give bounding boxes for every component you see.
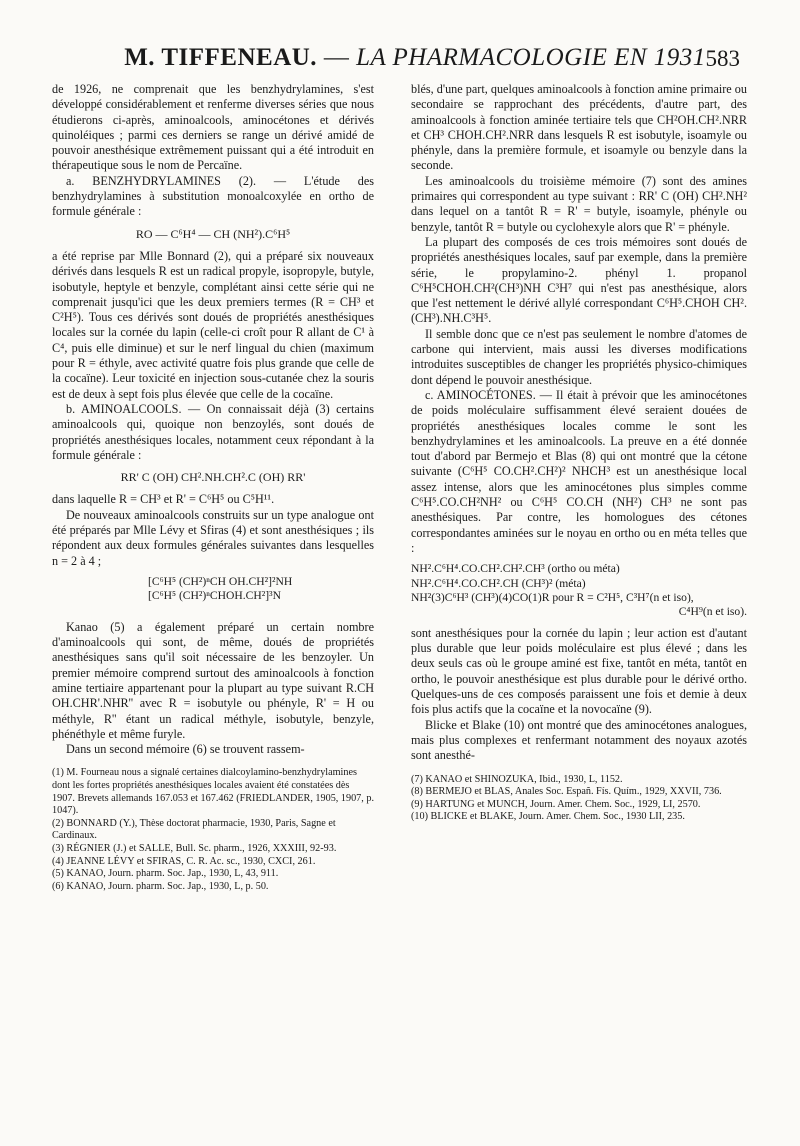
formula-block [52,575,374,604]
header-author: M. TIFFENEAU. [124,44,318,71]
header-dash: — [323,44,350,71]
formula: RR' C (OH) CH².NH.CH².C (OH) RR' [120,470,306,485]
formula-line: NH²(3)C⁶H³ (CH³)(4)CO(1)R pour R = C²H⁵, C³H⁷(n et iso), [411,591,694,605]
formula-line: NH².C⁶H⁴.CO.CH².CH (CH³)² (méta) [411,576,586,590]
footnote: (5) KANAO, Journ. pharm. Soc. Jap., 1930, L, 43, 911. [52,868,279,880]
running-head [90,44,740,72]
footnote: (6) KANAO, Journ. pharm. Soc. Jap., 1930, L, p. 50. [52,880,269,892]
formula-line: [C⁶H⁵ (CH²)ⁿCHOH.CH²]³N [148,589,281,603]
left-column [52,82,374,893]
right-column [411,82,747,824]
footnote: (10) BLICKE et BLAKE, Journ. Amer. Chem. Soc., 1930 LII, 235. [411,811,685,823]
formula-block [411,562,747,620]
footnote: (2) BONNARD (Y.), Thèse doctorat pharmacie, 1930, Paris, Sagne et Cardinaux. [52,817,336,842]
paragraph: Blicke et Blake (10) ont montré que des aminocétones analogues, mais plus complexes et renfermant notamment des noyaux azotés sont anesthé- [411,717,747,763]
footnotes [411,774,747,824]
paragraph: La plupart des composés de ces trois mémoires sont doués de propriétés anesthésiques locales, sauf par exemple, dans la première série, le propylamino-2. phényl 1. propanol C⁶H⁵CHOH.CH²(CH³)NH C³H⁷ qui n'est pas anesthésique, alors que l'est nettement le dérivé allylé correspondant C⁶H⁵.CHOH CH².(CH³).NH.C³H⁵. [411,234,747,326]
paragraph: Kanao (5) a également préparé un certain nombre d'aminoalcools qui sont, de même, doués de propriétés anesthésiques sans qu'il soit nécessaire de les benzoyler. Un premier mémoire comprend surtout des aminoalcools à fonction amine tertiaire appartenant pour la plupart au type suivant R.CH OH.CHR'.NHR'' avec R = isobutyle ou phényle, R' = H ou méthyle, R'' étant un radical méthyle, isobutyle, benzyle, phénéthyle et même furyle. [52,619,374,741]
paragraph: Il semble donc que ce n'est pas seulement le nombre d'atomes de carbone qui intervient, mais aussi les diverses modifications introduites susceptibles de changer les propriétés physico-chimiques dont dépend le pouvoir anesthésique. [411,326,747,387]
formula: RO — C⁶H⁴ — CH (NH²).C⁶H⁵ [135,226,291,241]
paragraph: a été reprise par Mlle Bonnard (2), qui a préparé six nouveaux dérivés dans lesquels R est un radical propyle, isopropyle, butyle, isobutyle, heptyle et benzyle, complétant ainsi cette série qui ne comprenait jusqu'ici que les deux premiers termes (R = CH³ et C²H⁵). Tous ces dérivés sont doués de propriétés anesthésiques locales sur la cornée du lapin (celle-ci croît pour R allant de C¹ à C⁴, puis elle diminue) et sur le nerf lingual du chien (maximum pour R = éthyle, avec activité quatre fois plus grande que celle de la cocaïne). Leur toxicité en injection sous-cutanée chez la souris est de deux à sept fois plus élevée que celle de la cocaïne. [52,248,374,401]
formula-line: NH².C⁶H⁴.CO.CH².CH².CH³ (ortho ou méta) [411,562,620,576]
header-title: LA PHARMACOLOGIE EN 1931 [356,44,706,71]
formula-line: [C⁶H⁵ (CH²)ⁿCH OH.CH²]²NH [148,574,293,588]
footnote: (9) HARTUNG et MUNCH, Journ. Amer. Chem. Soc., 1929, LI, 2570. [411,798,701,810]
paragraph: sont anesthésiques pour la cornée du lapin ; leur action est d'autant plus durable que leur poids moléculaire est plus élevé ; dans les deux seuls cas où le groupe aminé est fixe, tantôt en méta, tantôt en ortho, le pouvoir anesthésique est plus durable pour le dérivé ortho. Quelques-uns de ces composés paraissent une fois et demie à deux fois plus actifs que la cocaïne et la novocaïne (9). [411,625,747,717]
paragraph: Dans un second mémoire (6) se trouvent rassem- [66,742,305,757]
footnote: (8) BERMEJO et BLAS, Anales Soc. Españ. Fís. Quím., 1929, XXVII, 736. [411,786,722,798]
paragraph: de 1926, ne comprenait que les benzhydrylamines, s'est développé considérablement et renferme diverses séries que nous étudierons ci-après, aminoalcools, aminocétones et dérivés quinoléiques ; parmi ces derniers se range un dérivé amidé de pouvoir anesthésique extrêmement puissant qui a été introduit en thérapeutique sous le nom de Percaïne. [52,82,374,173]
page-header [90,44,740,84]
paragraph-aminoalcools: b. AMINOALCOOLS. — On connaissait déjà (3) certains aminoalcools qui, quoique non benzoylés, sont doués de propriétés anesthésiques locales, notamment ceux répondant à la formule générale : [52,401,374,462]
footnote: (1) M. Fourneau nous a signalé certaines dialcoylamino-benzhydrylamines dont les fortes propriétés anesthésiques locales avaient été constatées dès 1907. Brevets allemands 167.053 et 167.462 (FRIEDLANDER, 1905, 1907, p. 1047). [52,767,375,817]
paragraph: blés, d'une part, quelques aminoalcools à fonction amine primaire ou secondaire se rapprochant des précédents, d'autre part, des aminoalcools à fonction aminée tertiaire tels que CH²OH.CH².NRR et CH³ CHOH.CH².NRR dans lesquels R est isobutyle, isoamyle ou phényle, dans la première formule, et isoamyle ou benzyle dans la seconde. [411,82,747,173]
paragraph: Les aminoalcools du troisième mémoire (7) sont des amines primaires qui correspondent au type suivant : RR' C (OH) CH².NH² dans lequel on a tantôt R = R' = butyle, isoamyle, phényle ou benzyle, tantôt R = butyle ou cyclohexyle alors que R' = phényle. [411,173,747,234]
paragraph-aminocetones: c. AMINOCÉTONES. — Il était à prévoir que les aminocétones de poids moléculaire suffisamment élevé seraient douées de propriétés anesthésiques locales comme le sont les benzhydrylamines et les aminoalcools. La preuve en a été donnée tout d'abord par Bermejo et Blas (8) qui ont montré que la cétone suivante (C⁶H⁵ CO.CH².CH²)² NHCH³ est un anesthésique local assez intense, alors que les aminocétones plus simples comme C⁶H⁵.CO.CH²NH² ou C⁶H⁵ CO.CH (NH²) CH³ ne sont pas anesthésiques. Par contre, les homologues des cétones correspondantes aminées sur le noyau en ortho ou en méta telles que : [411,387,747,555]
footnotes [52,767,374,893]
formula-line: C⁴H⁹(n et iso). [678,605,747,619]
paragraph: dans laquelle R = CH³ et R' = C⁶H⁵ ou C⁵H¹¹. [52,492,275,507]
footnote: (4) JEANNE LÉVY et SFIRAS, C. R. Ac. sc., 1930, CXCI, 261. [52,855,316,867]
footnote: (3) RÉGNIER (J.) et SALLE, Bull. Sc. pharm., 1926, XXXIII, 92-93. [52,842,337,854]
footnote: (7) KANAO et SHINOZUKA, Ibid., 1930, L, 1152. [411,773,623,785]
page-number: 583 [705,46,740,71]
paragraph-benzhydrylamines: a. BENZHYDRYLAMINES (2). — L'étude des benzhydrylamines à substitution monoalcoxylée en ortho de formule générale : [52,173,374,219]
paragraph: De nouveaux aminoalcools construits sur un type analogue ont été préparés par Mlle Lévy et Sfiras (4) et sont anesthésiques ; ils répondent aux deux formules générales suivantes dans lesquelles n = 2 à 4 ; [52,507,374,568]
